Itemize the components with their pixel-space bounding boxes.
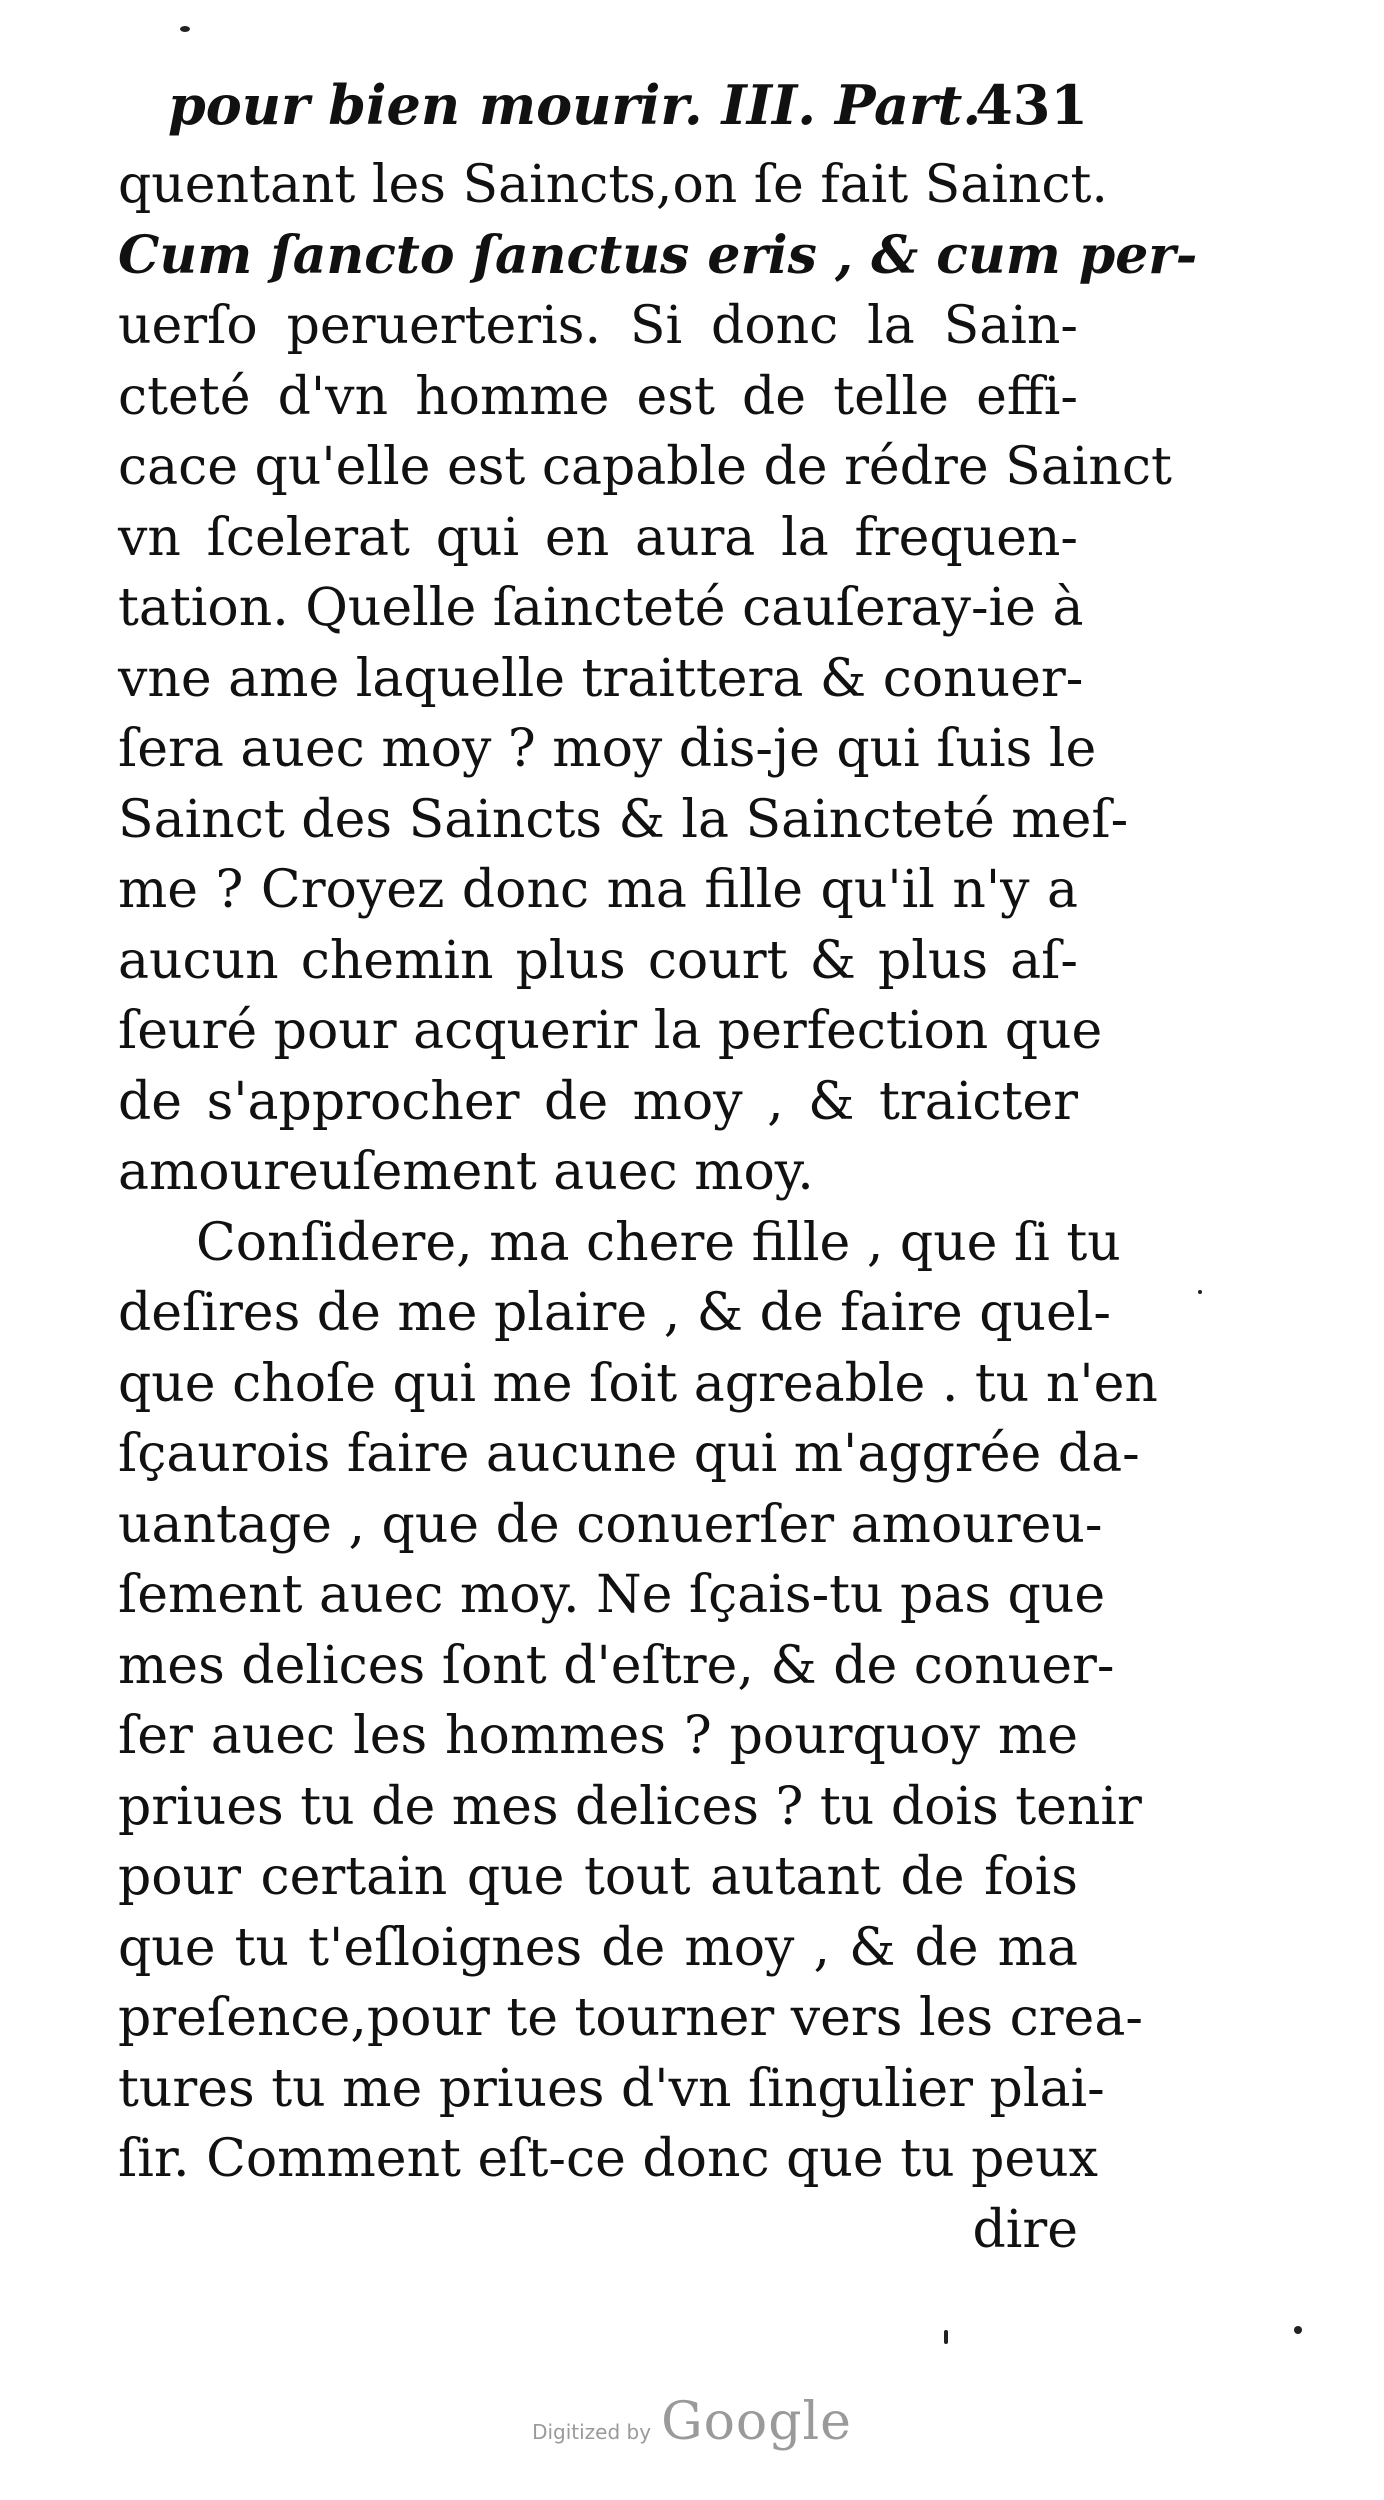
- scan-speck: [944, 2330, 948, 2344]
- text-line: tation. Quelle ſaincteté cauſeray-ie à: [118, 578, 1084, 638]
- paragraph-start-line: Conſidere, ma chere fille , que ſi tu: [196, 1212, 1121, 1273]
- page-number: 431: [975, 73, 1088, 137]
- text-line: mes delices ſont d'eſtre, & de conuer-: [118, 1635, 1115, 1696]
- text-line: de s'approcher de moy , & traicter: [118, 1071, 1078, 1132]
- digitized-label: Digitized by: [532, 2420, 652, 2444]
- running-title: pour bien mourir. III. Part.: [168, 73, 982, 137]
- text-line: vne ame laquelle traittera & conuer-: [118, 648, 1084, 709]
- body-text: [118, 150, 1198, 2265]
- text-line: Sainct des Saincts & la Saincteté meſ-: [118, 789, 1129, 850]
- text-line: quentant les Saincts,on ſe fait Sainct.: [118, 155, 1108, 215]
- text-line: pour certain que tout autant de fois: [118, 1847, 1078, 1907]
- text-line: ſeuré pour acquerir la perfection que: [118, 1001, 1103, 1061]
- text-line: ſera auec moy ? moy dis-je qui ſuis le: [118, 719, 1097, 779]
- text-line: ſçaurois faire aucune qui m'aggrée da-: [118, 1424, 1140, 1484]
- text-line: vn ſcelerat qui en aura la frequen-: [118, 507, 1078, 568]
- text-line: ſer auec les hommes ? pourquoy me: [118, 1706, 1078, 1766]
- text-line: cace qu'elle est capable de rédre Sainct: [118, 437, 1172, 497]
- page-header: [168, 60, 1088, 150]
- text-line: cteté d'vn homme est de telle effi-: [118, 366, 1078, 427]
- text-line: que tu t'eſloignes de moy , & de ma: [118, 1917, 1078, 1978]
- digitization-watermark: [0, 2392, 1384, 2452]
- text-line: que choſe qui me ſoit agreable . tu n'en: [118, 1353, 1158, 1414]
- scan-speck: [1294, 2326, 1302, 2334]
- text-line: ſir. Comment eſt-ce donc que tu peux: [118, 2129, 1099, 2189]
- latin-quote-line: Cum ſancto ſanctus eris , & cum per-: [118, 224, 1198, 286]
- text-line: deſires de me plaire , & de faire quel-: [118, 1283, 1111, 1343]
- text-line: me ? Croyez donc ma fille qu'il n'y a: [118, 860, 1078, 920]
- scan-speck: [1198, 1290, 1202, 1294]
- catchword: dire: [972, 2199, 1078, 2260]
- text-line: priues tu de mes delices ? tu dois tenir: [118, 1776, 1142, 1837]
- scan-speck: [180, 26, 190, 32]
- text-line: preſence,pour te tourner vers les crea-: [118, 1988, 1143, 2048]
- text-line: uerſo peruerteris. Si donc la Sain-: [118, 296, 1078, 356]
- paragraph-end-line: amoureuſement auec moy.: [118, 1142, 814, 1202]
- text-line: ſement auec moy. Ne ſçais-tu pas que: [118, 1565, 1106, 1625]
- google-logo: Google: [661, 2392, 852, 2452]
- text-line: tures tu me priues d'vn ſingulier plai-: [118, 2058, 1105, 2119]
- text-line: aucun chemin plus court & plus aſ-: [118, 930, 1078, 991]
- text-line: uantage , que de conuerſer amoureu-: [118, 1494, 1103, 1555]
